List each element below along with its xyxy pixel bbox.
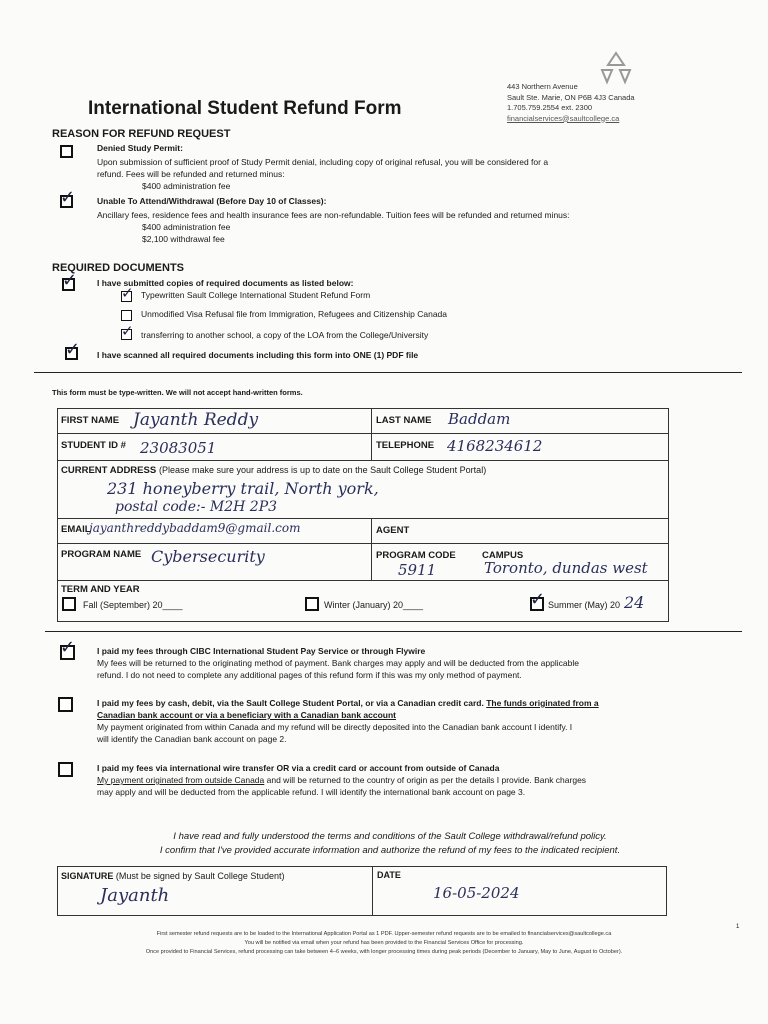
checkmark-icon: ✓ bbox=[65, 339, 81, 360]
college-address bbox=[507, 82, 635, 124]
col-divider bbox=[371, 518, 372, 580]
payment-canadian-checkbox[interactable] bbox=[58, 697, 73, 712]
withdrawal-title: Unable To Attend/Withdrawal (Before Day 10 of Classes): bbox=[97, 196, 327, 206]
student-id-field[interactable]: 23083051 bbox=[140, 439, 217, 457]
first-name-label: FIRST NAME bbox=[61, 415, 120, 426]
student-id-label: STUDENT ID # bbox=[61, 440, 126, 451]
payment-international-text-underline: My payment originated from outside Canada bbox=[97, 775, 265, 785]
docs-scanned-label: I have scanned all required documents including this form into ONE (1) PDF file bbox=[97, 350, 419, 360]
doc-item-1-checkbox[interactable] bbox=[121, 284, 134, 302]
doc-item-1-label: Typewritten Sault College International Student Refund Form bbox=[141, 290, 371, 300]
footer-line-2: You will be notified via email when your refund has been provided to the Financial Services Office for processing. bbox=[244, 940, 524, 946]
payment-canadian-text-1: My payment originated from within Canada and my refund will be directly deposited into the Canadian bank account I identify. I bbox=[97, 722, 573, 732]
payment-cibc-text-1: My fees will be returned to the originating method of payment. Bank charges may apply and will be deducted from the applicable bbox=[97, 658, 579, 668]
section-divider bbox=[45, 631, 742, 632]
email-label: EMAIL bbox=[61, 524, 91, 535]
withdrawal-text bbox=[97, 209, 570, 245]
address-label: CURRENT ADDRESS bbox=[61, 465, 157, 476]
payment-canadian-title-underline-2: Canadian bank account or via a beneficiary with a Canadian bank account bbox=[97, 710, 396, 720]
program-code-label: PROGRAM CODE bbox=[376, 550, 456, 561]
checkmark-icon: ✓ bbox=[530, 589, 546, 610]
page-number: 1 bbox=[736, 924, 740, 930]
denied-permit-checkbox[interactable] bbox=[60, 145, 73, 158]
declaration-line-1: I have read and fully understood the terms and conditions of the Sault College withdrawal/refund policy. bbox=[173, 831, 607, 842]
page-title: International Student Refund Form bbox=[88, 98, 402, 119]
payment-international-block bbox=[97, 762, 697, 798]
signature-label: SIGNATURE bbox=[61, 871, 114, 881]
row-divider bbox=[57, 460, 669, 461]
docs-submitted-checkbox[interactable] bbox=[62, 270, 78, 291]
first-name-field[interactable]: Jayanth Reddy bbox=[133, 410, 259, 430]
payment-cibc-block bbox=[97, 645, 697, 681]
payment-cibc-text-2: refund. I do not need to complete any additional pages of this refund form if this was my only method of payment. bbox=[97, 670, 522, 680]
payment-canadian-block bbox=[97, 697, 697, 745]
docs-submitted-label: I have submitted copies of required documents as listed below: bbox=[97, 278, 354, 288]
denied-permit-title: Denied Study Permit: bbox=[97, 143, 183, 153]
campus-field[interactable]: Toronto, dundas west bbox=[484, 559, 648, 577]
payment-international-checkbox[interactable] bbox=[58, 762, 73, 777]
section-divider bbox=[34, 372, 742, 373]
doc-item-3-label: transferring to another school, a copy of the LOA from the College/University bbox=[141, 330, 429, 340]
footer-line-3: Once provided to Financial Services, refund processing can take between 4–6 weeks, with longer processing times during peak periods (December to January, May to June, August to October). bbox=[145, 949, 623, 955]
address-line-2: Sault Ste. Marie, ON P6B 4J3 Canada bbox=[507, 92, 635, 102]
telephone-field[interactable]: 4168234612 bbox=[447, 437, 543, 455]
term-winter-label: Winter (January) 20____ bbox=[324, 600, 424, 610]
row-divider bbox=[57, 433, 669, 434]
denied-text-1: Upon submission of sufficient proof of Study Permit denial, including copy of original refusal, you will be considered for a bbox=[97, 157, 549, 167]
row-divider bbox=[57, 580, 669, 581]
signature-note: (Must be signed by Sault College Student) bbox=[115, 871, 285, 881]
payment-canadian-title: I paid my fees by cash, debit, via the Sault College Student Portal, or via a Canadian credit card. bbox=[97, 698, 484, 708]
col-divider bbox=[372, 866, 373, 916]
telephone-label: TELEPHONE bbox=[376, 440, 435, 451]
docs-scanned-checkbox[interactable] bbox=[65, 339, 81, 360]
payment-canadian-text-2: will identify the Canadian bank account on page 2. bbox=[97, 734, 287, 744]
address-line-1-field[interactable]: 231 honeyberry trail, North york, bbox=[107, 479, 379, 498]
denied-fee-1: $400 administration fee bbox=[142, 181, 231, 191]
checkmark-icon: ✓ bbox=[121, 284, 134, 302]
last-name-label: LAST NAME bbox=[376, 415, 432, 426]
signature-field[interactable]: Jayanth bbox=[100, 885, 170, 906]
documents-heading: REQUIRED DOCUMENTS bbox=[52, 262, 185, 274]
payment-international-text-1: and will be returned to the country of origin as per the details I provide. Bank charges bbox=[266, 775, 587, 785]
program-name-label: PROGRAM NAME bbox=[61, 549, 142, 560]
campus-label: CAMPUS bbox=[482, 550, 524, 561]
payment-international-text-2: may apply and will be deducted from the applicable refund. I will identify the international bank account on page 3. bbox=[97, 787, 526, 797]
term-fall-label: Fall (September) 20____ bbox=[83, 600, 183, 610]
denied-permit-text bbox=[97, 156, 548, 192]
withdrawal-text-1: Ancillary fees, residence fees and health insurance fees are non-refundable. Tuition fees will be refunded and returned minus: bbox=[97, 210, 570, 220]
address-line-2-field[interactable]: postal code:- M2H 2P3 bbox=[115, 499, 278, 515]
declaration bbox=[0, 830, 768, 858]
term-summer-checkbox[interactable] bbox=[530, 589, 546, 611]
payment-international-title: I paid my fees via international wire transfer OR via a credit card or account from outside of Canada bbox=[97, 763, 500, 773]
denied-text-2: refund. Fees will be refunded and returned minus: bbox=[97, 169, 285, 179]
checkmark-icon: ✓ bbox=[60, 187, 76, 208]
date-field[interactable]: 16-05-2024 bbox=[433, 884, 520, 902]
term-summer-year-field[interactable]: 24 bbox=[624, 593, 645, 612]
last-name-field[interactable]: Baddam bbox=[448, 410, 511, 428]
doc-item-2-label: Unmodified Visa Refusal file from Immigration, Refugees and Citizenship Canada bbox=[141, 309, 447, 319]
phone-number: 1.705.759.2554 ext. 2300 bbox=[507, 103, 593, 112]
contact-email-link[interactable]: financialservices@saultcollege.ca bbox=[507, 113, 620, 123]
program-name-field[interactable]: Cybersecurity bbox=[151, 547, 265, 566]
withdrawal-checkbox[interactable] bbox=[60, 187, 76, 208]
row-divider bbox=[57, 518, 669, 519]
doc-item-3-checkbox[interactable] bbox=[121, 322, 134, 340]
col-divider bbox=[371, 408, 372, 460]
doc-item-2-checkbox[interactable] bbox=[121, 310, 132, 321]
term-winter-checkbox[interactable] bbox=[305, 597, 319, 611]
address-line-1: 443 Northern Avenue bbox=[507, 82, 578, 91]
row-divider bbox=[57, 543, 669, 544]
signature-label-block bbox=[61, 871, 284, 881]
checkmark-icon: ✓ bbox=[60, 637, 76, 658]
typewritten-notice: This form must be type-written. We will not accept hand-written forms. bbox=[52, 388, 303, 397]
program-code-field[interactable]: 5911 bbox=[398, 561, 437, 579]
term-summer-label: Summer (May) 20 bbox=[548, 600, 621, 610]
payment-canadian-title-underline: The funds originated from a bbox=[486, 698, 599, 708]
payment-cibc-title: I paid my fees through CIBC International Student Pay Service or through Flywire bbox=[97, 646, 426, 656]
reason-heading: REASON FOR REFUND REQUEST bbox=[52, 128, 231, 140]
withdrawal-fee-2: $2,100 withdrawal fee bbox=[142, 234, 225, 244]
address-note: (Please make sure your address is up to date on the Sault College Student Portal) bbox=[159, 465, 487, 475]
withdrawal-fee-1: $400 administration fee bbox=[142, 222, 231, 232]
footer bbox=[0, 930, 768, 957]
term-fall-checkbox[interactable] bbox=[62, 597, 76, 611]
date-label: DATE bbox=[377, 870, 401, 880]
term-label: TERM AND YEAR bbox=[61, 584, 140, 595]
agent-label: AGENT bbox=[376, 525, 410, 536]
footer-line-1: First semester refund requests are to be loaded to the International Application Portal as 1 PDF. Upper-semester refund requests are to be emailed to financialservices@saultcollege.ca bbox=[156, 931, 612, 937]
checkmark-icon: ✓ bbox=[62, 270, 78, 291]
checkmark-icon: ✓ bbox=[121, 322, 134, 340]
payment-cibc-checkbox[interactable] bbox=[60, 637, 76, 660]
declaration-line-2: I confirm that I've provided accurate information and authorize the refund of my fees to the indicated recipient. bbox=[159, 845, 621, 856]
email-field[interactable]: jayanthreddybaddam9@gmail.com bbox=[89, 521, 301, 535]
